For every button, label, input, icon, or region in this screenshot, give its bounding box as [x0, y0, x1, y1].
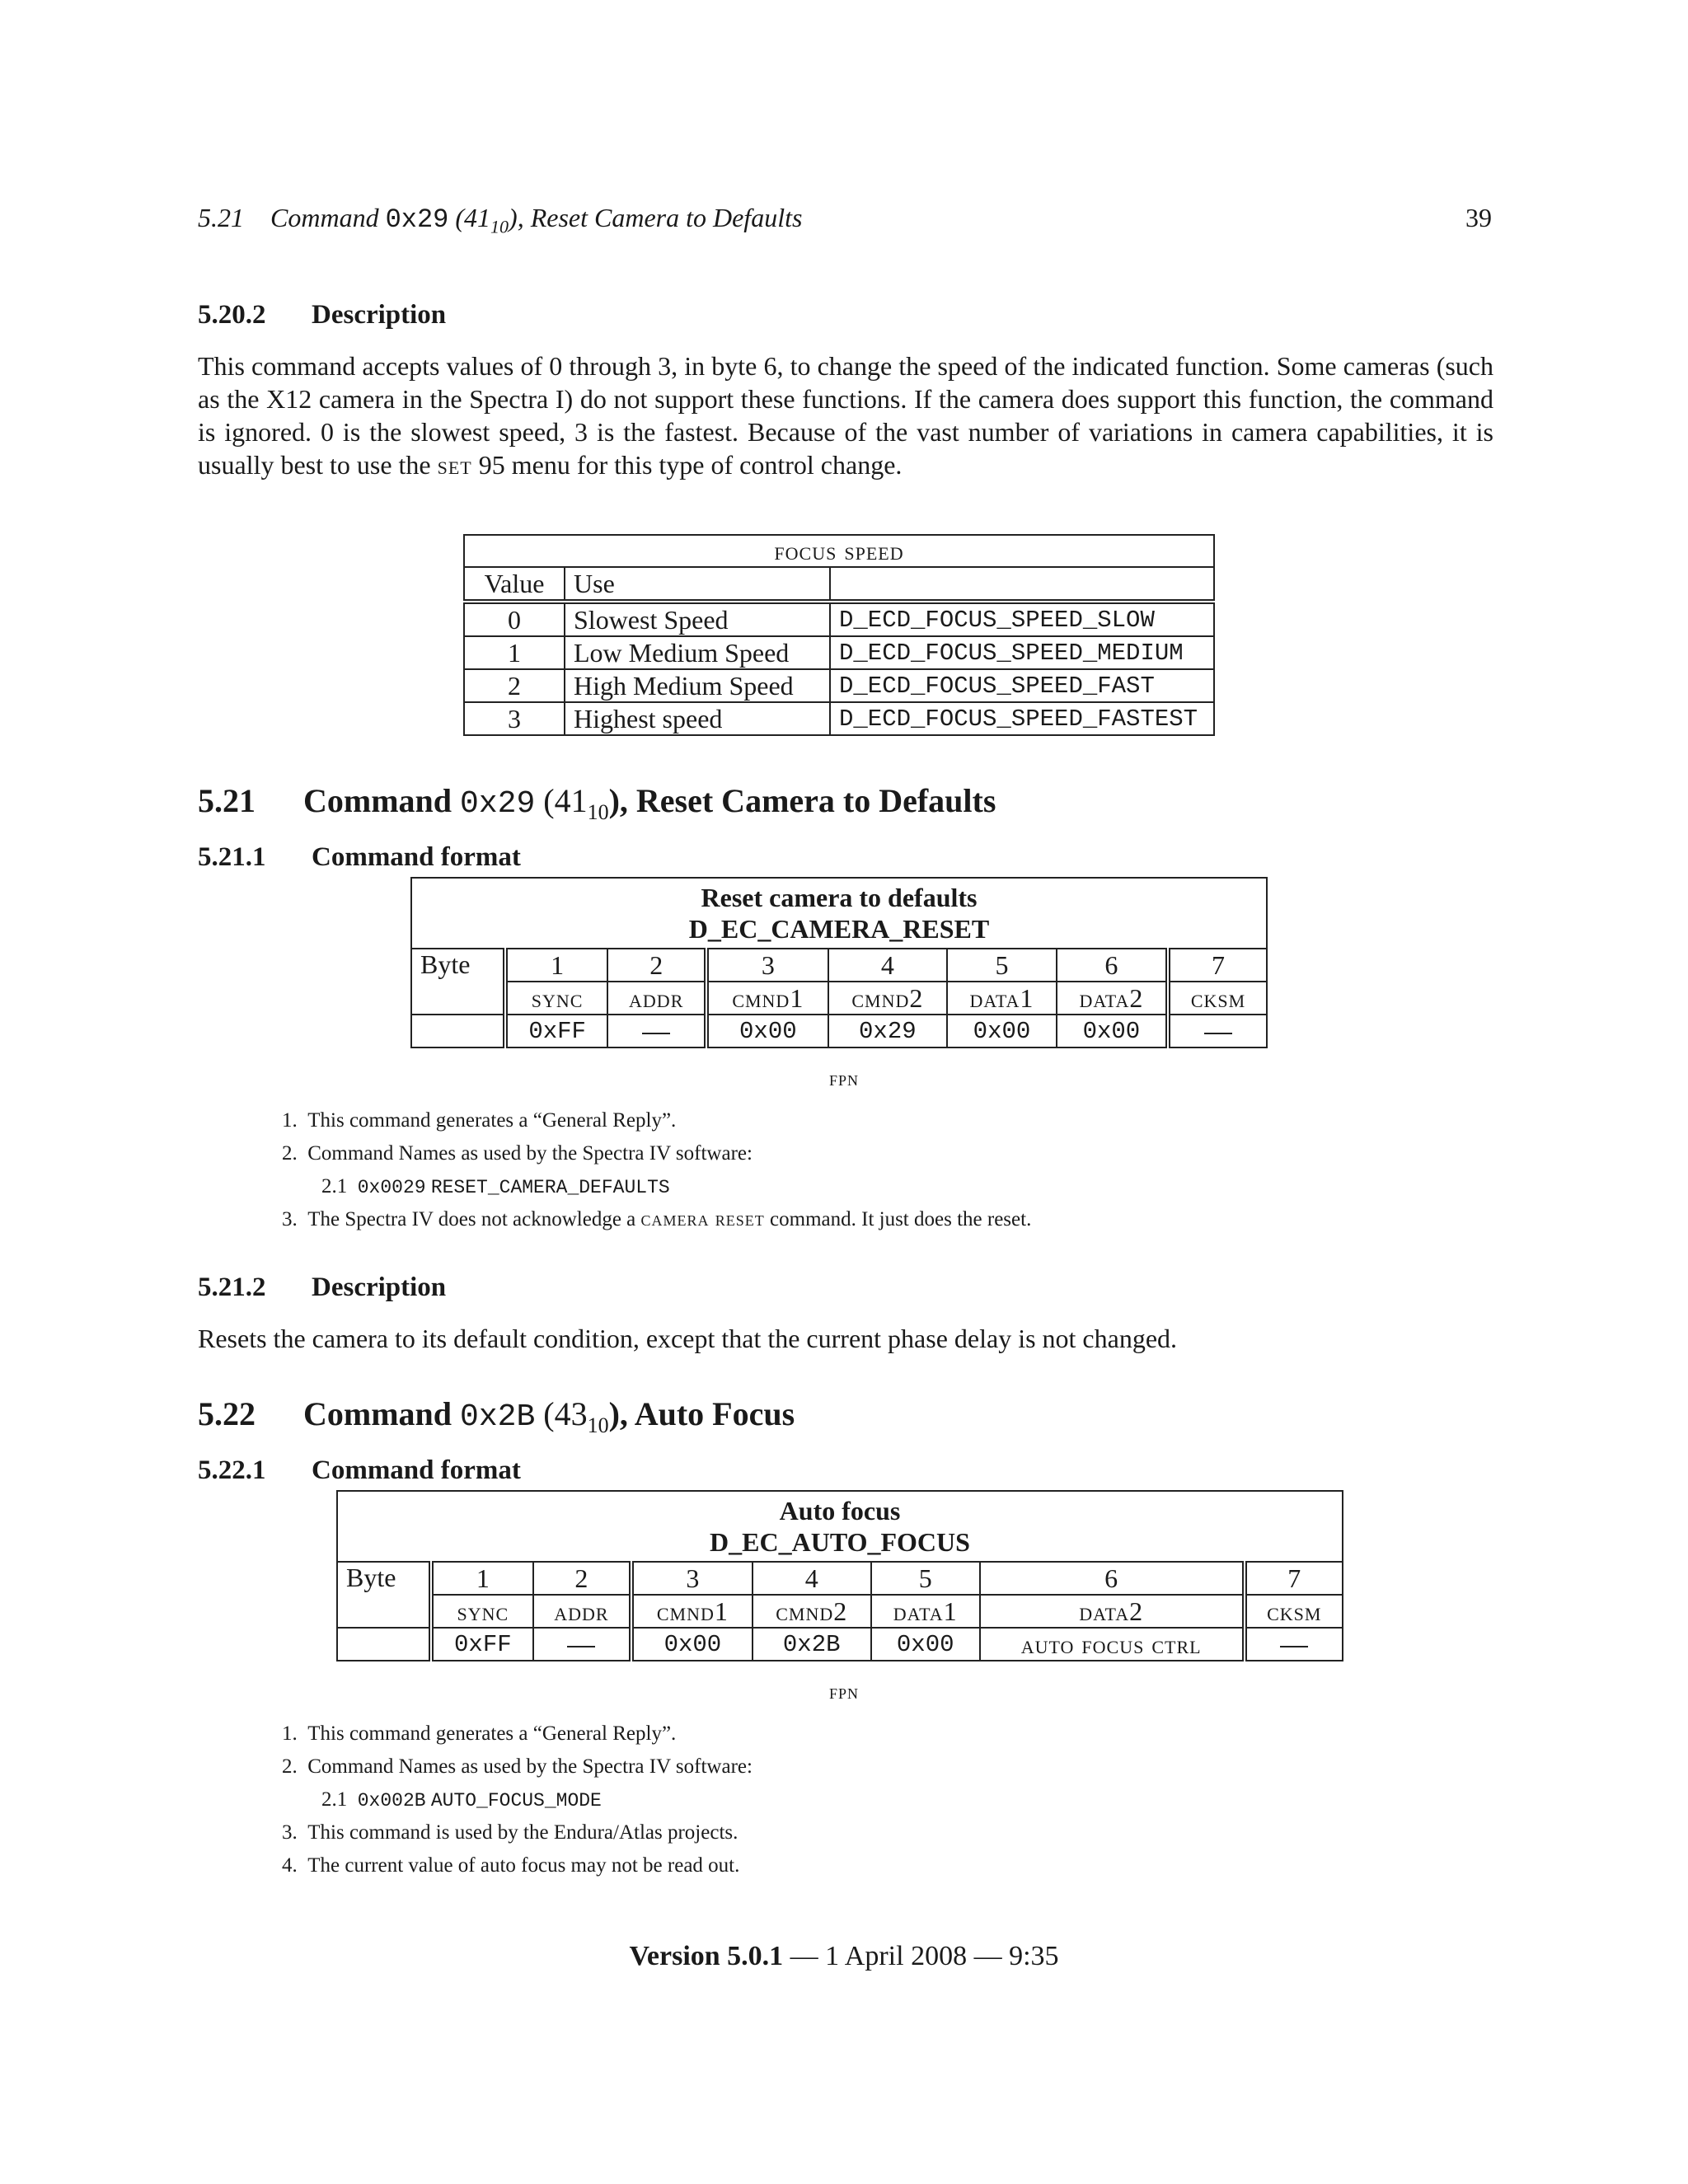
note-subitem: 2.1 0x0029 RESET_CAMERA_DEFAULTS: [321, 1175, 670, 1198]
reset-byte-6: 6: [1057, 949, 1168, 982]
dash-mark: [1204, 1033, 1232, 1034]
heading-5-20-2: [198, 300, 446, 330]
focus-row-value: 0: [464, 602, 565, 636]
dash-mark: [642, 1033, 670, 1034]
reset-byte-5: 5: [947, 949, 1057, 982]
reset-byte-1: 1: [505, 949, 607, 982]
running-head: [198, 203, 1492, 237]
heading-title-post: ), Reset Camera to Defaults: [608, 782, 996, 819]
autofocus-byte-label: Byte: [337, 1562, 431, 1628]
reset-byte-4: 4: [828, 949, 948, 982]
autofocus-byte-3: 3: [631, 1562, 753, 1595]
autofocus-byte-6: 6: [980, 1562, 1245, 1595]
heading-title: Command format: [312, 842, 521, 872]
focus-row-use: High Medium Speed: [565, 669, 830, 702]
autofocus-value-cmnd1: 0x00: [631, 1628, 753, 1661]
focus-table-row: [464, 702, 1214, 735]
focus-table-header-use: Use: [565, 567, 830, 602]
focus-row-use: Low Medium Speed: [565, 636, 830, 669]
paragraph-text: This command accepts values of 0 through 3, in byte 6, to change the speed of the indicated function. Some cameras (such as the X12 camera in the Spectra I) do not support these functions. If the camera does support this function, the command is ignored. 0 is the slowest speed, 3 is the fastest. Because of the vast number of variations in camera capabilities, it is usually best to use the: [198, 351, 1493, 480]
heading-number: 5.21: [198, 782, 256, 819]
dash-mark: [567, 1646, 595, 1647]
focus-row-value: 2: [464, 669, 565, 702]
reset-value-cmnd2: 0x29: [828, 1015, 948, 1047]
focus-row-use: Slowest Speed: [565, 602, 830, 636]
reset-field-addr: addr: [607, 982, 706, 1015]
paragraph-set-keyword: set: [437, 450, 472, 480]
reset-field-data1: data1: [947, 982, 1057, 1015]
note-item: 4. The current value of auto focus may not be read out.: [282, 1854, 740, 1877]
running-head-title-pre: Command: [270, 203, 379, 232]
autofocus-value-blank: [337, 1628, 431, 1661]
autofocus-byte-4: 4: [753, 1562, 871, 1595]
running-head-sub: 10: [490, 216, 509, 237]
running-head-section: 5.21: [198, 203, 244, 232]
reset-value-blank: [411, 1015, 505, 1047]
reset-byte-2: 2: [607, 949, 706, 982]
heading-5-22-1: [198, 1455, 521, 1486]
focus-row-name: D_ECD_FOCUS_SPEED_FASTEST: [830, 702, 1214, 735]
autofocus-table-title-line: Auto focus: [779, 1496, 901, 1526]
autofocus-field-sync: sync: [431, 1595, 533, 1628]
note-text: Command Names as used by the Spectra IV software:: [307, 1755, 753, 1778]
note-item: 3. This command is used by the Endura/Atlas projects.: [282, 1821, 738, 1844]
note-code: 0x002B: [357, 1790, 426, 1811]
autofocus-value-data1: 0x00: [871, 1628, 980, 1661]
focus-row-value: 3: [464, 702, 565, 735]
autofocus-table-title: [337, 1491, 1343, 1562]
autofocus-value-sync: 0xFF: [431, 1628, 533, 1661]
reset-field-sync: sync: [505, 982, 607, 1015]
heading-title-pre: Command: [303, 782, 452, 819]
note-code: 0x0029: [357, 1177, 426, 1198]
note-text-end: command. It just does the reset.: [770, 1208, 1032, 1230]
note-item: 1. This command generates a “General Reply”.: [282, 1109, 677, 1132]
note-item: 2. Command Names as used by the Spectra IV software:: [282, 1142, 753, 1165]
autofocus-field-cksm: cksm: [1245, 1595, 1343, 1628]
heading-title: Description: [312, 1272, 447, 1302]
autofocus-byte-7: 7: [1245, 1562, 1343, 1595]
footer-version: Version 5.0.1: [629, 1941, 784, 1971]
reset-byte-3: 3: [706, 949, 828, 982]
heading-title: Command format: [312, 1455, 521, 1485]
heading-code: 0x2B: [460, 1399, 536, 1435]
heading-sub: 10: [587, 800, 609, 824]
note-item: 1. This command generates a “General Reply”.: [282, 1722, 677, 1745]
heading-number: 5.21.1: [198, 842, 266, 872]
footer-date-time: — 1 April 2008 — 9:35: [790, 1941, 1059, 1971]
heading-number: 5.22.1: [198, 1455, 266, 1485]
autofocus-field-addr: addr: [533, 1595, 631, 1628]
note-item: 3. The Spectra IV does not acknowledge a camera reset command. It just does the reset.: [282, 1208, 1032, 1230]
heading-dec: (43: [543, 1395, 588, 1432]
heading-5-21-1: [198, 842, 521, 873]
running-head-title-post: ), Reset Camera to Defaults: [509, 203, 803, 232]
autofocus-value-addr: [533, 1628, 631, 1661]
heading-dec: (41: [543, 782, 588, 819]
autofocus-value-cksm: [1245, 1628, 1343, 1661]
dash-mark: [1280, 1646, 1308, 1647]
focus-row-value: 1: [464, 636, 565, 669]
reset-table-subtitle: D_EC_CAMERA_RESET: [688, 914, 990, 944]
running-head-dec: (41: [455, 203, 491, 232]
note-text: This command is used by the Endura/Atlas projects.: [307, 1821, 738, 1844]
page-footer: [0, 1941, 1688, 1972]
reset-camera-format-table: [410, 877, 1268, 1048]
reset-value-cksm: [1168, 1015, 1267, 1047]
note-item: 2. Command Names as used by the Spectra IV software:: [282, 1755, 753, 1778]
reset-field-data2: data2: [1057, 982, 1168, 1015]
reset-table-title: [411, 878, 1267, 949]
focus-table-header-name: [830, 567, 1214, 602]
reset-byte-label: Byte: [411, 949, 505, 1015]
autofocus-field-data1: data1: [871, 1595, 980, 1628]
autofocus-byte-1: 1: [431, 1562, 533, 1595]
running-head-code: 0x29: [385, 204, 449, 235]
reset-description: Resets the camera to its default condition, except that the current phase delay is not changed.: [198, 1324, 1178, 1353]
heading-number: 5.20.2: [198, 300, 266, 330]
heading-title-pre: Command: [303, 1395, 452, 1432]
note-subitem: 2.1 0x002B AUTO_FOCUS_MODE: [321, 1788, 602, 1811]
autofocus-fpn-label: fpn: [828, 1681, 860, 1704]
note-text: This command generates a “General Reply”.: [307, 1109, 677, 1132]
note-command-name: AUTO_FOCUS_MODE: [430, 1790, 602, 1811]
reset-field-cksm: cksm: [1168, 982, 1267, 1015]
reset-byte-7: 7: [1168, 949, 1267, 982]
heading-title: Description: [312, 300, 447, 330]
auto-focus-format-table: [336, 1490, 1343, 1661]
reset-value-sync: 0xFF: [505, 1015, 607, 1047]
page-number: 39: [1465, 203, 1492, 232]
heading-5-22: [198, 1394, 795, 1438]
focus-row-name: D_ECD_FOCUS_SPEED_MEDIUM: [830, 636, 1214, 669]
reset-fpn-label: fpn: [828, 1068, 860, 1090]
note-command-name: RESET_CAMERA_DEFAULTS: [430, 1177, 670, 1198]
focus-table-header-value: Value: [464, 567, 565, 602]
focus-row-name: D_ECD_FOCUS_SPEED_SLOW: [830, 602, 1214, 636]
note-text: The current value of auto focus may not be read out.: [307, 1854, 740, 1877]
autofocus-byte-5: 5: [871, 1562, 980, 1595]
autofocus-value-data2: auto focus ctrl: [980, 1628, 1245, 1661]
reset-field-cmnd1: cmnd1: [706, 982, 828, 1015]
reset-field-cmnd2: cmnd2: [828, 982, 948, 1015]
reset-value-data2: 0x00: [1057, 1015, 1168, 1047]
focus-speed-table: [463, 534, 1215, 736]
heading-sub: 10: [587, 1413, 609, 1437]
heading-title-post: ), Auto Focus: [608, 1395, 795, 1432]
autofocus-field-data2: data2: [980, 1595, 1245, 1628]
heading-number: 5.21.2: [198, 1272, 266, 1302]
focus-table-row: [464, 602, 1214, 636]
reset-value-data1: 0x00: [947, 1015, 1057, 1047]
note-text: The Spectra IV does not acknowledge a: [307, 1208, 636, 1230]
paragraph-text-end: 95 menu for this type of control change.: [478, 450, 903, 480]
focus-row-use: Highest speed: [565, 702, 830, 735]
focus-table-row: [464, 636, 1214, 669]
heading-5-21: [198, 781, 996, 825]
heading-code: 0x29: [460, 786, 536, 822]
autofocus-field-cmnd2: cmnd2: [753, 1595, 871, 1628]
heading-number: 5.22: [198, 1395, 256, 1432]
note-sc-text: camera reset: [640, 1208, 765, 1230]
reset-table-title-line: Reset camera to defaults: [701, 883, 978, 912]
reset-value-addr: [607, 1015, 706, 1047]
focus-table-row: [464, 669, 1214, 702]
description-paragraph: [198, 349, 1493, 481]
autofocus-table-subtitle: D_EC_AUTO_FOCUS: [710, 1527, 970, 1557]
autofocus-value-cmnd2: 0x2B: [753, 1628, 871, 1661]
note-text: This command generates a “General Reply”.: [307, 1722, 677, 1745]
note-text: Command Names as used by the Spectra IV software:: [307, 1142, 753, 1165]
reset-value-cmnd1: 0x00: [706, 1015, 828, 1047]
heading-5-21-2: [198, 1272, 446, 1303]
autofocus-byte-2: 2: [533, 1562, 631, 1595]
autofocus-field-cmnd1: cmnd1: [631, 1595, 753, 1628]
focus-row-name: D_ECD_FOCUS_SPEED_FAST: [830, 669, 1214, 702]
focus-table-title: focus speed: [464, 535, 1214, 567]
